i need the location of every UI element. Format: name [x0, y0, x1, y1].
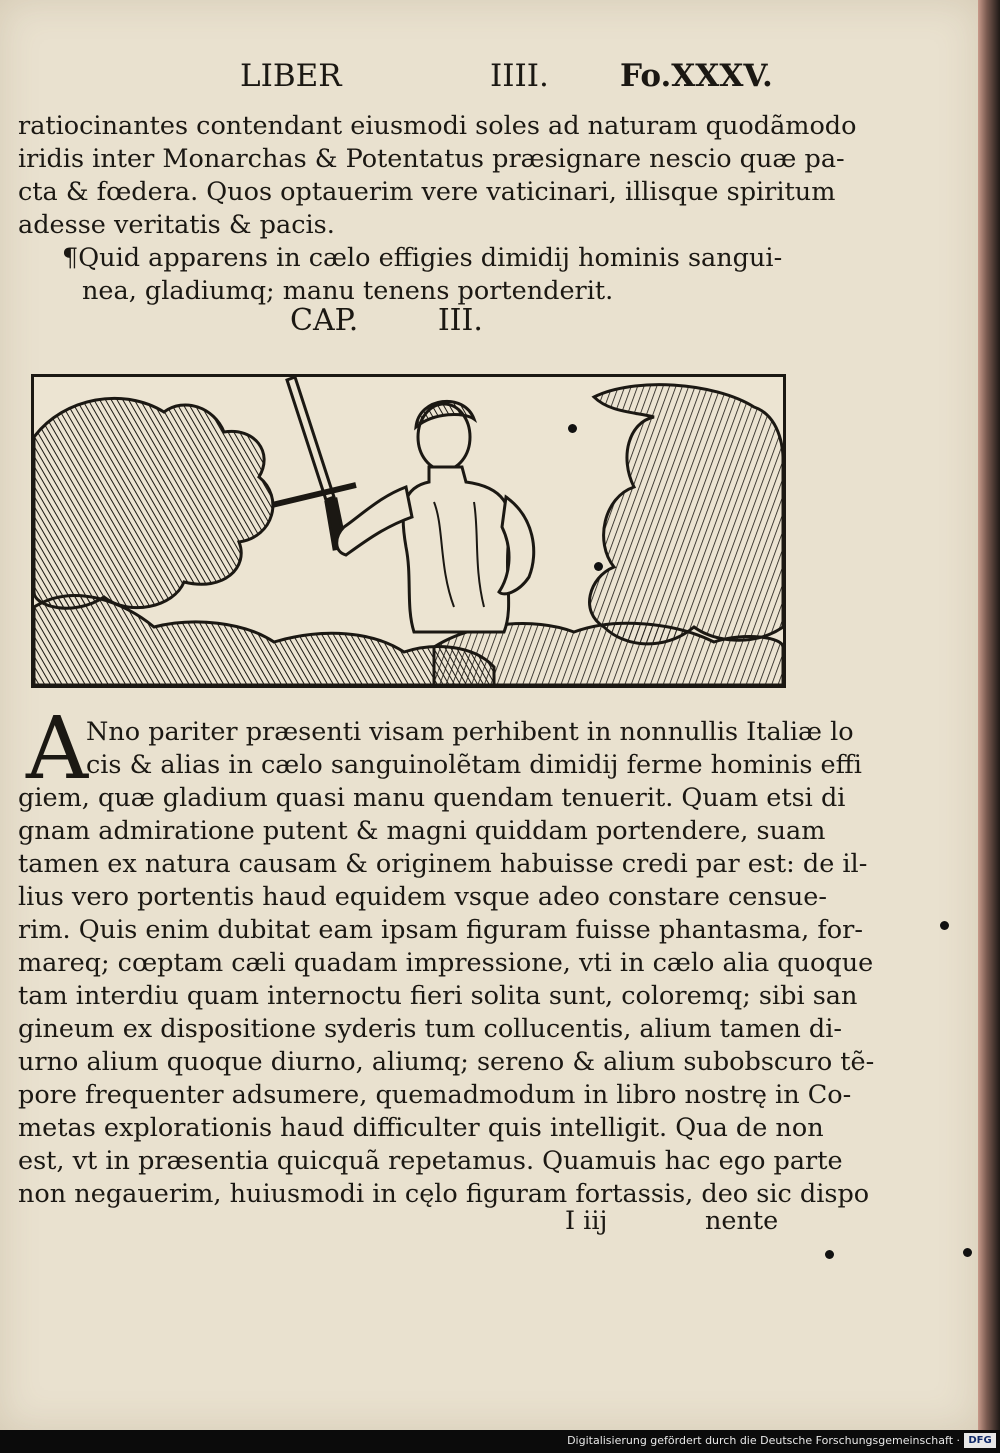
paragraph-mark: ¶ [62, 243, 79, 273]
ink-dot [825, 1250, 834, 1259]
text-line: tam interdiu quam internoctu fieri solita sunt, coloremq; sibi san [18, 981, 858, 1011]
text-line: gineum ex dispositione syderis tum collucentis, alium tamen di- [18, 1014, 842, 1044]
woodcut-illustration [31, 374, 786, 688]
drop-cap: A [26, 699, 89, 799]
ink-dot [568, 424, 577, 433]
text-line: ratiocinantes contendant eiusmodi soles ad naturam quodãmodo [18, 111, 857, 141]
header-folio: Fo.XXXV. [620, 58, 773, 94]
text-line: non negauerim, huiusmodi in cęlo figuram fortassis, deo sic dispo [18, 1179, 870, 1209]
body-paragraph [18, 782, 875, 1211]
digitization-credit: Digitalisierung gefördert durch die Deutsche Forschungsgemeinschaft · [567, 1434, 960, 1447]
text-line: iridis inter Monarchas & Potentatus præsignare nescio quæ pa- [18, 144, 845, 174]
text-line: cta & fœdera. Quos optauerim vere vaticinari, illisque spiritum [18, 177, 836, 207]
intro-paragraph [18, 110, 857, 242]
text-line: tamen ex natura causam & originem habuisse credi par est: de il- [18, 849, 868, 879]
text-line: gnam admiratione putent & magni quiddam portendere, suam [18, 816, 826, 846]
cap-number: III. [437, 303, 483, 338]
ink-dot [963, 1248, 972, 1257]
text-line: est, vt in præsentia quicquã repetamus. Quamuis hac ego parte [18, 1146, 843, 1176]
text-line: cis & alias in cælo sanguinolẽtam dimidij ferme hominis effi [86, 750, 862, 780]
woodcut-svg [34, 377, 783, 685]
text-line: metas explorationis haud difficulter quis intelligit. Qua de non [18, 1113, 824, 1143]
text-line: giem, quæ gladium quasi manu quendam tenuerit. Quam etsi di [18, 783, 846, 813]
heading-line: nea, gladiumq; manu tenens portenderit. [82, 276, 614, 306]
ink-dot [940, 921, 949, 930]
chapter-heading [62, 242, 792, 308]
chapter-number [290, 303, 580, 339]
page-edge [978, 0, 1000, 1430]
catchword: nente [705, 1206, 779, 1236]
header-book-number: IIII. [490, 58, 549, 94]
text-line: urno alium quoque diurno, aliumq; sereno & alium subobscuro tẽ- [18, 1047, 875, 1077]
text-line: rim. Quis enim dubitat eam ipsam figuram fuisse phantasma, for- [18, 915, 863, 945]
heading-line: Quid apparens in cælo effigies dimidij hominis sangui- [78, 243, 783, 273]
signature-mark: I iij [565, 1206, 608, 1236]
header-liber: LIBER [240, 58, 342, 94]
text-line: lius vero portentis haud equidem vsque adeo constare censue- [18, 882, 827, 912]
dfg-logo: DFG [964, 1433, 996, 1448]
text-line: mareq; cœptam cæli quadam impressione, vti in cælo alia quoque [18, 948, 874, 978]
cap-label: CAP. [290, 303, 359, 338]
body-first-lines [86, 716, 862, 782]
ink-dot [594, 562, 603, 571]
text-line: Nno pariter præsenti visam perhibent in nonnullis Italiæ lo [86, 717, 854, 747]
text-line: adesse veritatis & pacis. [18, 210, 335, 240]
text-line: pore frequenter adsumere, quemadmodum in libro nostrę in Co- [18, 1080, 852, 1110]
